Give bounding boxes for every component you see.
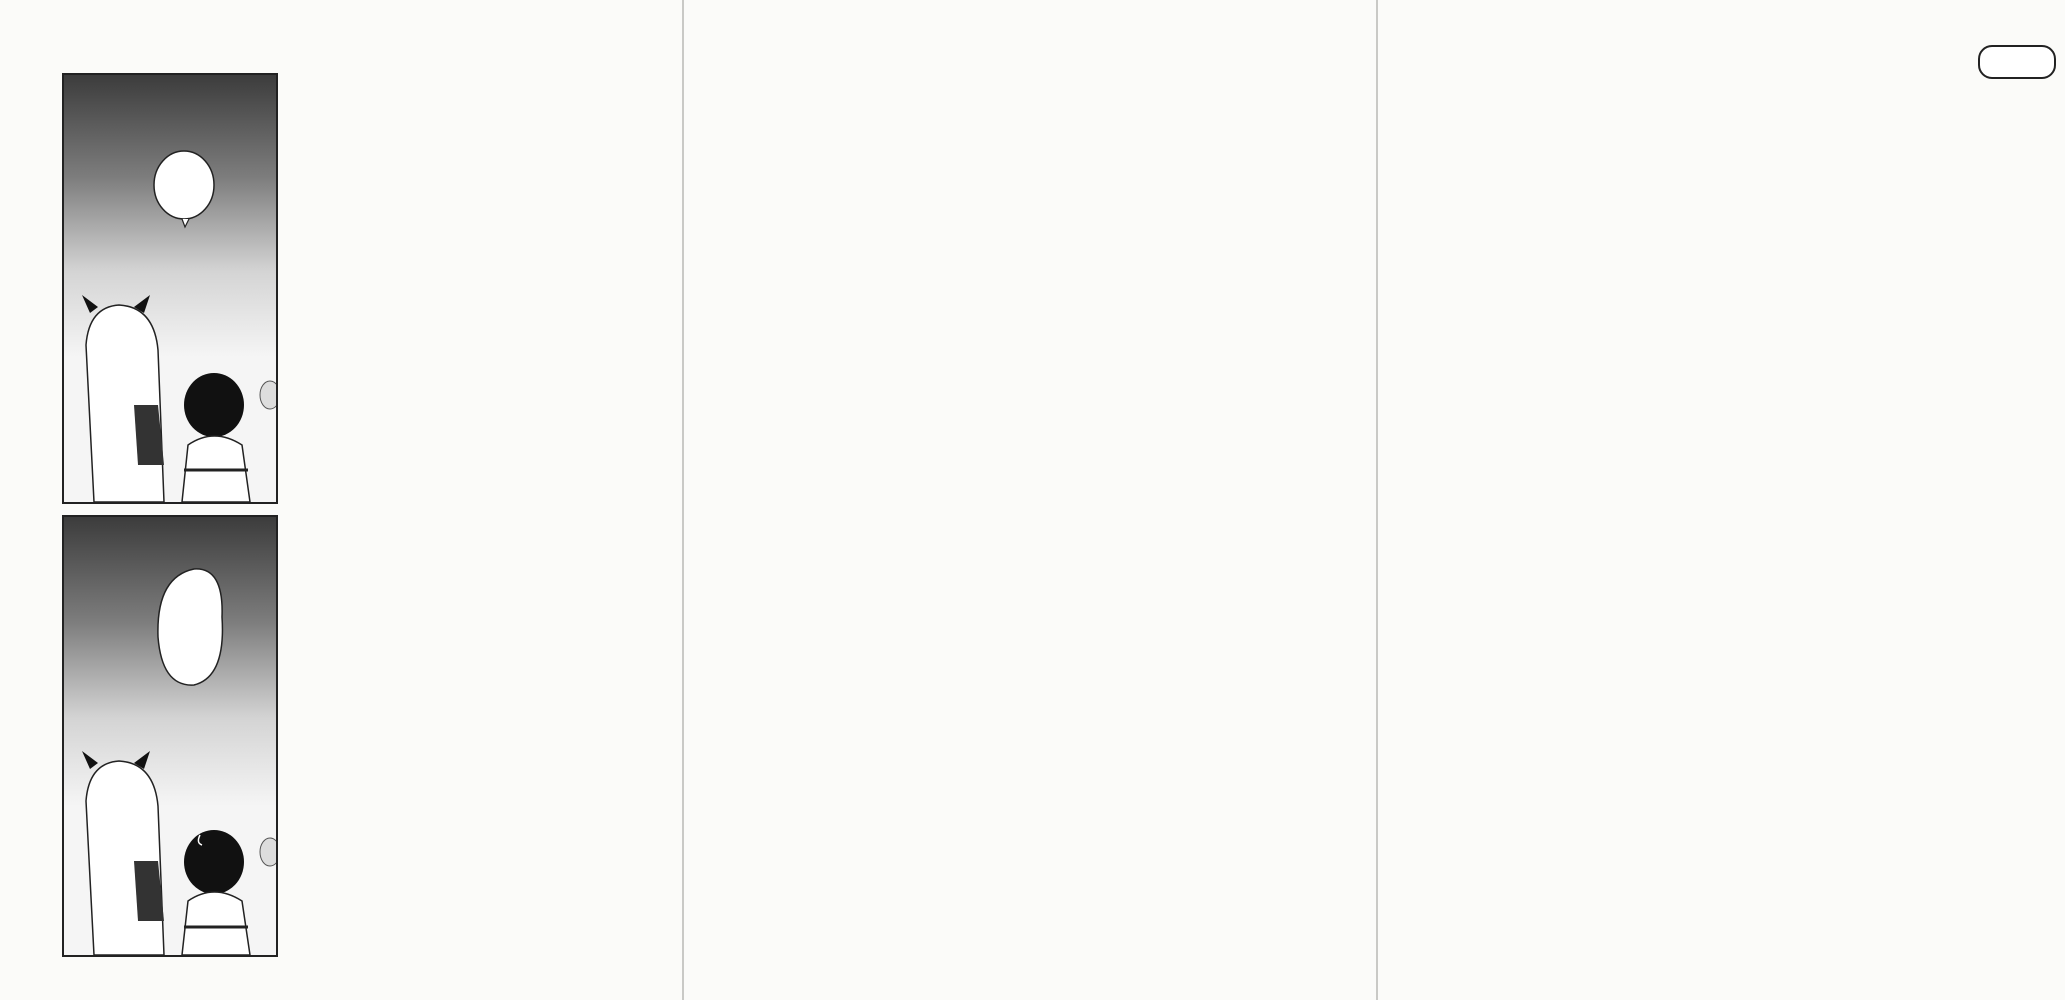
dark-haired-girl: [184, 830, 244, 894]
panel-art-bottom: [64, 517, 276, 955]
speech-bubble: [154, 151, 214, 219]
page-10: [0, 0, 682, 1000]
blonde-girl: [86, 761, 164, 955]
amida-brick-ladder: [684, 0, 2064, 1000]
manga-panel-bottom: [62, 515, 278, 957]
manga-panel-top: [62, 73, 278, 504]
speech-bubble: [158, 569, 223, 685]
panel-art-top: [64, 75, 276, 502]
blonde-girl: [86, 305, 164, 502]
dark-haired-girl: [184, 373, 244, 437]
